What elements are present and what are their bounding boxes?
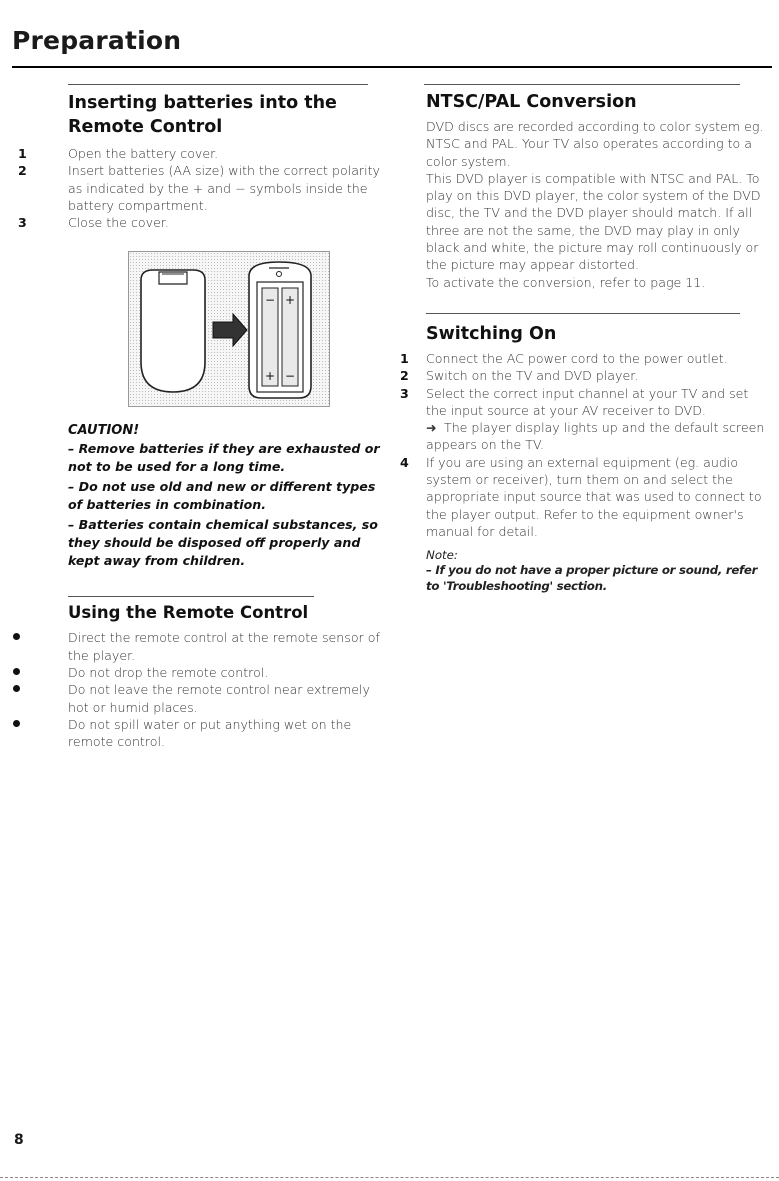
step-text-main: Select the correct input channel at your TV and set the input source at your AV receiver to DVD. [426, 385, 749, 418]
svg-text:+: + [264, 369, 276, 384]
step-text: Switch on the TV and DVD player. [426, 368, 639, 384]
list-item [18, 664, 380, 681]
svg-text:+: + [284, 293, 296, 308]
step-text: If you are using an external equipment (eg. audio system or receiver), turn them on and select the appropriate input source that was used to connect to the player output. Refer to the equipment owner's manual for detail. [426, 454, 762, 539]
caution-item: – Remove batteries if they are exhausted or not to be used for a long time. [68, 441, 380, 475]
switching-section [400, 322, 766, 594]
switching-heading: Switching On [426, 323, 557, 344]
batteries-steps [18, 145, 380, 231]
step-number: 1 [400, 350, 409, 366]
step-text: Open the battery cover. [68, 146, 219, 161]
remote-use-heading: Using the Remote Control [68, 603, 309, 623]
section-divider [426, 313, 740, 314]
list-item [18, 162, 380, 214]
batteries-heading [68, 91, 380, 139]
list-item [18, 214, 380, 231]
list-item [18, 629, 380, 664]
step-number: 3 [18, 215, 27, 231]
bullet-icon [18, 664, 68, 681]
bullet-icon [18, 681, 68, 716]
section-divider [424, 84, 740, 85]
result-text: The player display lights up and the default screen appears on the TV. [426, 420, 765, 453]
step-number: 2 [18, 163, 27, 179]
title-divider [12, 66, 772, 68]
bullet-text: Do not spill water or put anything wet on the remote control. [68, 716, 352, 750]
bullet-icon [18, 629, 68, 664]
note-heading: Note: [426, 548, 458, 563]
step-number: 2 [400, 368, 409, 384]
step-text: Insert batteries (AA size) with the correct polarity as indicated by the + and − symbols inside the battery compartment. [68, 163, 380, 213]
ntsc-paragraph: DVD discs are recorded according to color system eg. NTSC and PAL. Your TV also operates according to a color system. [426, 119, 764, 169]
caution-block [68, 423, 380, 570]
ntsc-section [426, 90, 766, 291]
ntsc-paragraph: This DVD player is compatible with NTSC and PAL. To play on this DVD player, the color system of the DVD disc, the TV and the DVD player should match. If all three are not the same, the DVD may play in only black and white, the picture may roll continuously or the picture may appear distorted. [426, 170, 761, 273]
caution-item: – Batteries contain chemical substances, so they should be disposed off properly and kept away from children. [68, 517, 378, 569]
ntsc-heading: NTSC/PAL Conversion [426, 92, 637, 112]
list-item [18, 145, 380, 162]
result-arrow-icon: ➜ [426, 420, 437, 436]
bullet-text: Do not drop the remote control. [68, 665, 269, 681]
bullet-text: Do not leave the remote control near extremely hot or humid places. [68, 682, 371, 715]
step-text: Connect the AC power cord to the power outlet. [426, 350, 728, 366]
page-title: Preparation [12, 26, 182, 55]
batteries-heading-line1: Inserting batteries into the [68, 93, 337, 113]
page-number: 8 [14, 1132, 24, 1148]
step-number: 4 [400, 454, 409, 470]
step-number: 1 [18, 146, 27, 161]
remote-use-bullets [18, 629, 380, 750]
section-divider [68, 596, 314, 597]
list-item [18, 716, 380, 751]
list-item [400, 385, 766, 454]
right-column [402, 84, 766, 594]
step-text [426, 385, 766, 454]
switching-steps [400, 350, 766, 540]
caution-item: – Do not use old and new or different types of batteries in combination. [68, 479, 376, 513]
ntsc-paragraph: To activate the conversion, refer to page 11. [426, 274, 706, 290]
list-item [400, 454, 766, 540]
left-column [18, 84, 380, 751]
remote-battery-icon [129, 252, 329, 406]
list-item [400, 350, 766, 367]
bullet-icon [18, 716, 68, 751]
svg-text:−: − [264, 293, 276, 308]
section-divider [68, 84, 368, 85]
batteries-heading-line2: Remote Control [68, 117, 223, 137]
remote-battery-insertion-illustration [128, 251, 330, 407]
note-text: – If you do not have a proper picture or sound, refer to 'Troubleshooting' section. [426, 563, 758, 594]
step-text: Close the cover. [68, 215, 169, 231]
list-item [18, 681, 380, 716]
svg-text:−: − [284, 369, 296, 384]
bottom-divider [0, 1177, 779, 1178]
caution-heading: CAUTION! [68, 423, 140, 439]
step-number: 3 [400, 385, 409, 401]
list-item [400, 367, 766, 384]
bullet-text: Direct the remote control at the remote sensor of the player. [68, 630, 380, 663]
